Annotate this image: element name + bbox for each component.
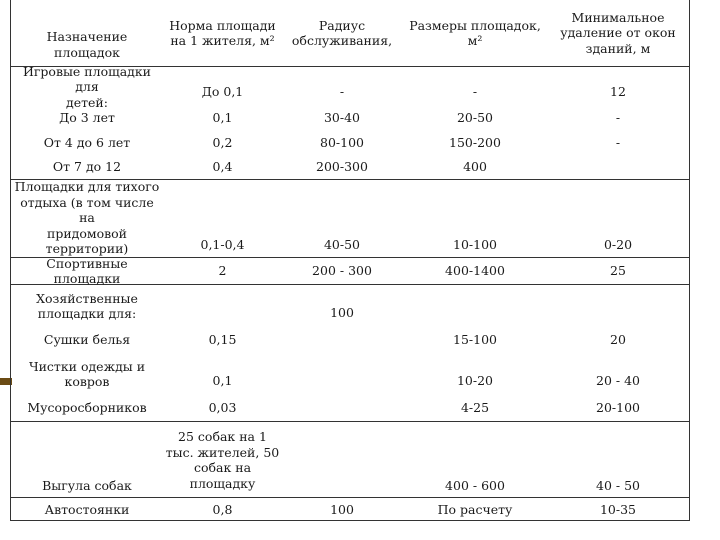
row-age-3-dist: - [615, 110, 621, 126]
row-sports-size: 400-1400 [445, 263, 505, 279]
row-kids-norm: До 0,1 [201, 84, 244, 100]
table-border-left [10, 0, 11, 520]
row-age-4-6-dist: - [615, 135, 621, 151]
row-carpet-radius [282, 371, 402, 391]
row-age-7-12-dist [548, 157, 688, 177]
divider-row-11 [10, 497, 690, 498]
row-parking-radius: 100 [330, 502, 354, 518]
table-border-bottom [10, 520, 690, 521]
row-laundry-radius [282, 330, 402, 350]
row-sports-norm: 2 [218, 263, 227, 279]
row-age-7-12-norm: 0,4 [212, 159, 233, 175]
row-quiet-rest-name: Площадки для тихого отдыха (в том числе на придомовой территории) [14, 179, 160, 257]
header-radius: Радиус обслуживания, [291, 17, 393, 48]
row-waste-norm: 0,03 [208, 400, 237, 416]
row-dogs-size: 400 - 600 [445, 478, 505, 494]
row-parking-size: По расчету [437, 502, 513, 518]
header-purpose: Назначение площадок [46, 29, 128, 60]
row-dogs-norm: 25 собак на 1 тыс. жителей, 50 собак на площадку [165, 429, 280, 491]
row-utility-name: Хозяйственные площадки для: [36, 290, 138, 321]
row-sports-name: Спортивные площадки [46, 255, 128, 286]
row-carpet-norm: 0,1 [212, 373, 233, 389]
divider-row-10 [10, 421, 690, 422]
row-age-4-6-norm: 0,2 [212, 135, 233, 151]
row-age-3-size: 20-50 [456, 110, 494, 126]
row-age-3-norm: 0,1 [212, 110, 233, 126]
row-age-4-6-name: От 4 до 6 лет [43, 135, 131, 151]
row-laundry-name: Сушки белья [43, 332, 131, 348]
row-quiet-rest-norm: 0,1-0,4 [200, 237, 245, 253]
row-kids-dist: 12 [610, 84, 626, 100]
row-age-7-12-radius: 200-300 [316, 159, 368, 175]
header-distance: Минимальное удаление от окон зданий, м [560, 9, 676, 56]
row-carpet-size: 10-20 [456, 373, 494, 389]
row-kids-size: - [472, 84, 478, 100]
row-dogs-dist: 40 - 50 [596, 478, 640, 494]
row-laundry-dist: 20 [610, 332, 626, 348]
row-carpet-dist: 20 - 40 [596, 373, 640, 389]
row-laundry-norm: 0,15 [208, 332, 237, 348]
row-sports-radius: 200 - 300 [312, 263, 372, 279]
row-dogs-name: Выгула собак [42, 478, 132, 494]
row-kids-name: Игровые площадки для детей: [22, 63, 152, 110]
row-dogs-radius [282, 476, 402, 496]
header-size: Размеры площадок, м² [409, 17, 541, 48]
row-age-7-12-size: 400 [463, 159, 487, 175]
row-waste-size: 4-25 [460, 400, 490, 416]
row-utility-norm [165, 303, 280, 323]
row-age-7-12-name: От 7 до 12 [52, 159, 122, 175]
row-utility-radius: 100 [330, 305, 354, 321]
row-laundry-size: 15-100 [453, 332, 497, 348]
row-sports-dist: 25 [610, 263, 626, 279]
row-utility-dist [548, 303, 688, 323]
row-carpet-name: Чистки одежды и ковров [28, 358, 146, 389]
header-norm: Норма площади на 1 жителя, м² [169, 17, 276, 48]
table-border-right [689, 0, 690, 520]
row-waste-name: Мусоросборников [27, 400, 147, 416]
row-age-4-6-size: 150-200 [449, 135, 501, 151]
row-parking-dist: 10-35 [599, 502, 637, 518]
row-parking-name: Автостоянки [44, 502, 130, 518]
row-quiet-rest-size: 10-100 [453, 237, 497, 253]
row-age-3-radius: 30-40 [323, 110, 361, 126]
row-age-4-6-radius: 80-100 [320, 135, 364, 151]
row-quiet-rest-dist: 0-20 [603, 237, 633, 253]
row-parking-norm: 0,8 [212, 502, 233, 518]
row-quiet-rest-radius: 40-50 [323, 237, 361, 253]
row-kids-radius: - [339, 84, 345, 100]
row-age-3-name: До 3 лет [59, 110, 115, 126]
row-waste-dist: 20-100 [596, 400, 640, 416]
row-waste-radius [282, 398, 402, 418]
row-utility-size [405, 303, 545, 323]
